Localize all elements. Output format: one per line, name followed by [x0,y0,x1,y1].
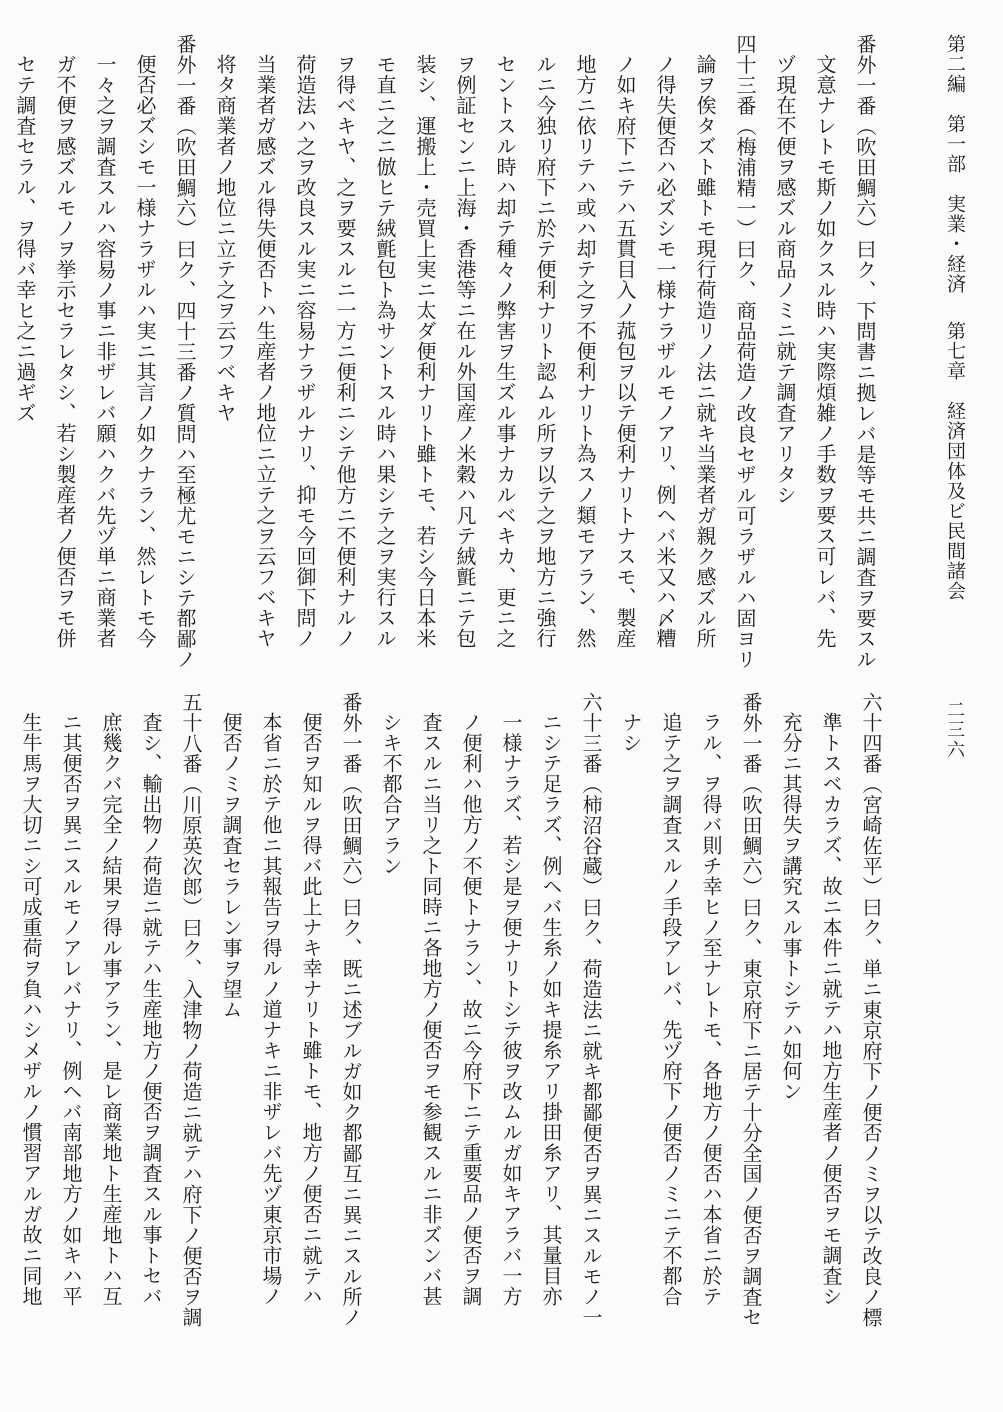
text-line: 生牛馬ヲ大切ニシ可成重荷ヲ負ハシメザルノ慣習アルガ故ニ同地 [19,712,43,1307]
running-header [900,34,970,649]
text-line: 装シ、運搬上・売買上実ニ太ダ便利ナリト雖トモ、若シ今日本米 [413,54,437,649]
text-line: 番外一番（吹田鯛六）曰ク、四十三番ノ質問ハ至極尤モニシテ都鄙ノ [173,34,197,670]
text-line: ニ其便否ヲ異ニスルモノアレバナリ、例ヘバ南部地方ノ如キハ平 [59,712,83,1307]
text-line: 準トスベカラズ、故ニ本件ニ就テハ地方生産者ノ便否ヲモ調査シ [819,712,843,1307]
text-line: 六十四番（宮崎佐平）曰ク、単ニ東京府下ノ便否ノミヲ以テ改良ノ標 [859,692,883,1328]
text-line: モ直ニ之ニ倣ヒテ絨氈包ト為サントスル時ハ果シテ之ヲ実行スル [373,54,397,649]
text-line: 一様ナラズ、若シ是ヲ便ナリトシテ彼ヲ改ムルガ如キアラバ一方 [499,712,523,1307]
upper-text-block [13,34,885,670]
text-line: 地方ニ依リテハ或ハ却テ之ヲ不便利ナリト為スノ類モアラン、然 [573,54,597,649]
text-line: 庶幾クバ完全ノ結果ヲ得ル事アラン、是レ商業地ト生産地トハ互 [99,712,123,1307]
lower-text-block [19,692,891,1382]
text-line: 査シ、輸出物ノ荷造ニ就テハ生産地方ノ便否ヲ調査スル事トセバ [139,712,163,1307]
text-line: 査スルニ当リ之ト同時ニ各地方ノ便否ヲモ参観スルニ非ズンバ甚 [419,712,443,1307]
text-line: セテ調査セラル、ヲ得バ幸ヒ之ニ過ギズ [13,54,37,423]
text-line: ナシ [619,712,643,753]
text-line: 番外一番（吹田鯛六）曰ク、下問書ニ拠レバ是等モ共ニ調査ヲ要スル [853,34,877,670]
text-line: 文意ナレトモ斯ノ如クスル時ハ実際煩雑ノ手数ヲ要ス可レバ、先 [813,54,837,649]
text-line: 一々之ヲ調査スルハ容易ノ事ニ非ザレバ願ハクバ先ヅ単ニ商業者 [93,54,117,649]
text-line: ノ便利ハ他方ノ不便トナラン、故ニ今府下ニテ重要品ノ便否ヲ調 [459,712,483,1307]
text-line: 荷造法ハ之ヲ改良スル実ニ容易ナラザルナリ、抑モ今回御下問ノ [293,54,317,649]
text-line: ヲ得ベキヤ、之ヲ要スルニ一方ニ便利ニシテ他方ニ不便利ナルノ [333,54,357,649]
text-line: 将タ商業者ノ地位ニ立テ之ヲ云フベキヤ [213,54,237,423]
text-line: シキ不都合アラン [379,712,403,876]
text-line: セントスル時ハ却テ種々ノ弊害ヲ生ズル事ナカルベキカ、更ニ之 [493,54,517,649]
text-line: 六十三番（柿沼谷蔵）曰ク、荷造法ニ就キ都鄙便否ヲ異ニスルモノ一 [579,692,603,1328]
text-line: ノ如キ府下ニテハ五貫目入ノ菰包ヲ以テ便利ナリトナスモ、製産 [613,54,637,649]
text-line: ニシテ足ラズ、例ヘバ生糸ノ如キ提糸アリ掛田糸アリ、其量目亦 [539,712,563,1307]
text-line: 便否必ズシモ一様ナラザルハ実ニ其言ノ如クナラン、然レトモ今 [133,54,157,649]
text-line: ガ不便ヲ感ズルモノヲ挙示セラレタシ、若シ製産者ノ便否ヲモ併 [53,54,77,649]
text-line: 番外一番（吹田鯛六）曰ク、東京府下ニ居テ十分全国ノ便否ヲ調査セ [739,692,763,1328]
text-line: 論ヲ俟タズト雖トモ現行荷造リノ法ニ就キ当業者ガ親ク感ズル所 [693,54,717,649]
text-line: 四十三番（梅浦精一）曰ク、商品荷造ノ改良セザル可ラザルハ固ヨリ [733,34,757,670]
text-line: ラル、ヲ得バ則チ幸ヒノ至ナレトモ、各地方ノ便否ハ本省ニ於テ [699,712,723,1307]
text-line: ルニ今独リ府下ニ於テ便利ナリト認ムル所ヲ以テ之ヲ地方ニ強行 [533,54,557,649]
header-chapter: 第七章 経済団体及ビ民間諸会 [944,321,966,602]
text-line: ヲ例証センニ上海・香港等ニ在ル外国産ノ米穀ハ凡テ絨氈ニテ包 [453,54,477,649]
text-line: ノ得失便否ハ必ズシモ一様ナラザルモノアリ、例ヘバ米又ハ〆糟 [653,54,677,649]
text-line: 便否ノミヲ調査セラレン事ヲ望ム [219,712,243,1020]
page-number: 二三六 [944,700,965,760]
text-line: ヅ現在不便ヲ感ズル商品ノミニ就テ調査アリタシ [773,54,797,505]
text-line: 番外一番（吹田鯛六）曰ク、既ニ述ブルガ如ク都鄙互ニ異ニスル所ノ [339,692,363,1328]
text-line: 五十八番（川原英次郎）曰ク、入津物ノ荷造ニ就テハ府下ノ便否ヲ調 [179,692,203,1328]
header-part: 第二編 第一部 実業・経済 [944,34,966,294]
text-line: 便否ヲ知ルヲ得バ此上ナキ幸ナリト雖トモ、地方ノ便否ニ就テハ [299,712,323,1307]
text-line: 本省ニ於テ他ニ其報告ヲ得ルノ道ナキニ非ザレバ先ヅ東京市場ノ [259,712,283,1307]
text-line: 追テ之ヲ調査スルノ手段アレバ、先ヅ府下ノ便否ノミニテ不都合 [659,712,683,1307]
text-line: 充分ニ其得失ヲ講究スル事トシテハ如何ン [779,712,803,1102]
text-line: 当業者ガ感ズル得失便否トハ生産者ノ地位ニ立テ之ヲ云フベキヤ [253,54,277,649]
